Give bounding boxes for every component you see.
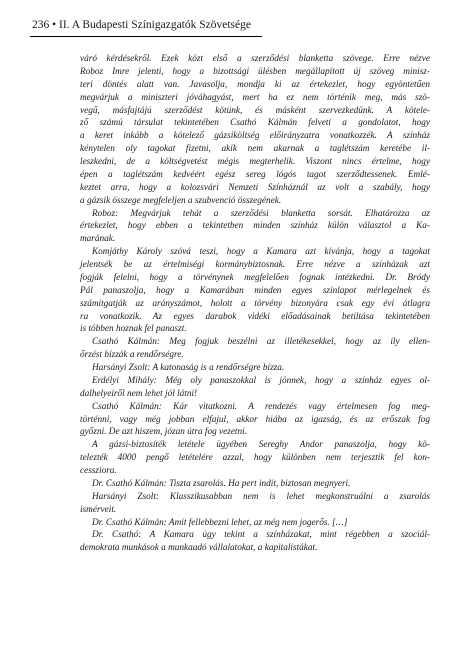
text-line: Pál panaszolja, hogy a Kamarában minden egyes színlapot mérlegelnek és: [80, 285, 430, 296]
text-line: ző számú társulat tekintetében Csathó Kálmán felveti a gondolatot, hogy: [80, 118, 430, 129]
text-line: Komjáthy Károly szóvá teszi, hogy a Kamara azt kívánja, hogy a tagokat: [92, 247, 430, 258]
text-line: Erdélyi Mihály: Még oly panaszokkal is jönnek, hogy a színház egyes ol-: [92, 375, 430, 386]
text-line: marának.: [80, 234, 116, 245]
text-line: vegű, másfajtájú szerződést kötünk, és másként szervezkedünk. A kötele-: [80, 105, 430, 116]
text-line: Csathó Kálmán: Kár vitatkozni. A rendezés vagy értelmesen fog meg-: [92, 401, 430, 412]
text-line: Csathó Kálmán: Meg fogjuk beszélni az illetékesekkel, hogy az ily ellen-: [92, 337, 430, 348]
text-line: a keret inkább a kötelező gázsiköltség előirányzatra vonatkozzék. A színház: [80, 131, 430, 142]
text-line: épen a taglétszám kedvéért egész sereg lógós tagot szerződtessenek. Emlé-: [80, 169, 430, 180]
text-line: váró kérdésekről. Ezek közt első a szerződési blanketta szövege. Erre nézve: [80, 54, 430, 64]
body-text: [80, 53, 430, 555]
text-line: történni, vagy még jobban elfajul, akkor hiába az igazság, és az erőszak fog: [80, 414, 430, 425]
chapter-title: II. A Budapesti Színigazgatók Szövetsége: [59, 19, 251, 31]
running-head: [32, 18, 251, 32]
text-line: is többen hoznak fel panaszt.: [80, 324, 187, 335]
text-line: értekezlet, hogy ebben a tekintetben minden színház külön választol a Ka-: [80, 221, 430, 232]
text-line: teri döntés alatt van. Javasolja, mondja ki az értekezlet, hogy egyöntetűen: [80, 79, 430, 90]
text-line: cessziora.: [80, 466, 117, 476]
text-line: jelentsék be az értelmiségi kormánybiztosnak. Erre nézve a színházak azt: [80, 260, 430, 270]
text-line: Harsányi Zsolt: A katonaság is a rendőrségre bízza.: [92, 363, 285, 373]
text-line: megvárjuk a miniszteri jóváhagyást, mert ha ez nem történik meg, más szö-: [80, 92, 430, 103]
text-line: leszkedni, de a költségvetést mégis megterhelik. Viszont nincs értelme, hogy: [80, 157, 430, 167]
text-line: kénytelen oly tagokat fizetni, akik nem akarnak a taglétszám keretébe il-: [80, 144, 430, 155]
text-line: demokrata munkások a munkaadó vállalatokat, a kapitalistákat.: [80, 543, 318, 554]
text-line: Roboz: Megvárjuk tehát a szerződési blanketta sorsát. Elhatározza az: [92, 208, 430, 219]
text-line: ra vonatkozik. Az egyes darabok vidéki előadásainak betiltása tekintetében: [80, 311, 430, 322]
text-line: győzni. De azt hiszem, józan útra fog vezetni.: [80, 427, 248, 438]
text-line: fogják felelni, hogy a törvénynek megfelelően fognak intézkedni. Dr. Bródy: [80, 272, 430, 283]
text-line: Dr. Csathó Kálmán: Tiszta zsarolás. Ha pert indít, biztosan megnyeri.: [92, 478, 351, 489]
running-head-rule: [30, 36, 262, 37]
text-line: dalhelyeiről nem lehet jól látni!: [80, 388, 198, 399]
text-line: Dr. Csathó Kálmán: Amit fellebbezni lehet, az még nem jogerős. […]: [92, 517, 348, 528]
text-line: számítgatják az arányszámot, holott a törvény bizonyára csak egy évi átlagra: [80, 298, 430, 309]
page-number: 236: [32, 19, 50, 31]
head-separator: •: [52, 19, 57, 31]
text-line: Roboz Imre jelenti, hogy a bizottsági ülésben megállapított új szöveg minisz-: [80, 66, 430, 77]
text-line: A gázsi-biztosíték letétele ügyében Sereghy Andor panaszolja, hogy kö-: [92, 440, 430, 451]
text-line: Harsányi Zsolt: Klasszikusabban nem is lehet megkonstruálni a zsarolás: [92, 491, 430, 502]
text-line: telezték 4000 pengő letételére azzal, hogy különben nem terjesztik fel kon-: [80, 453, 430, 464]
text-line: Dr. Csathó: A Kamara úgy tekint a színházakat, mint régebben a szociál-: [92, 530, 430, 541]
text-line: őrzést bízzák a rendőrségre.: [80, 350, 184, 361]
text-line: ismérveit.: [80, 504, 117, 515]
text-line: a gázsik összege megfeleljen a szubvenció összegének.: [80, 195, 282, 206]
text-line: keztet arra, hogy a kolozsvári Nemzeti Színháznál az volt a szabály, hogy: [80, 182, 430, 193]
